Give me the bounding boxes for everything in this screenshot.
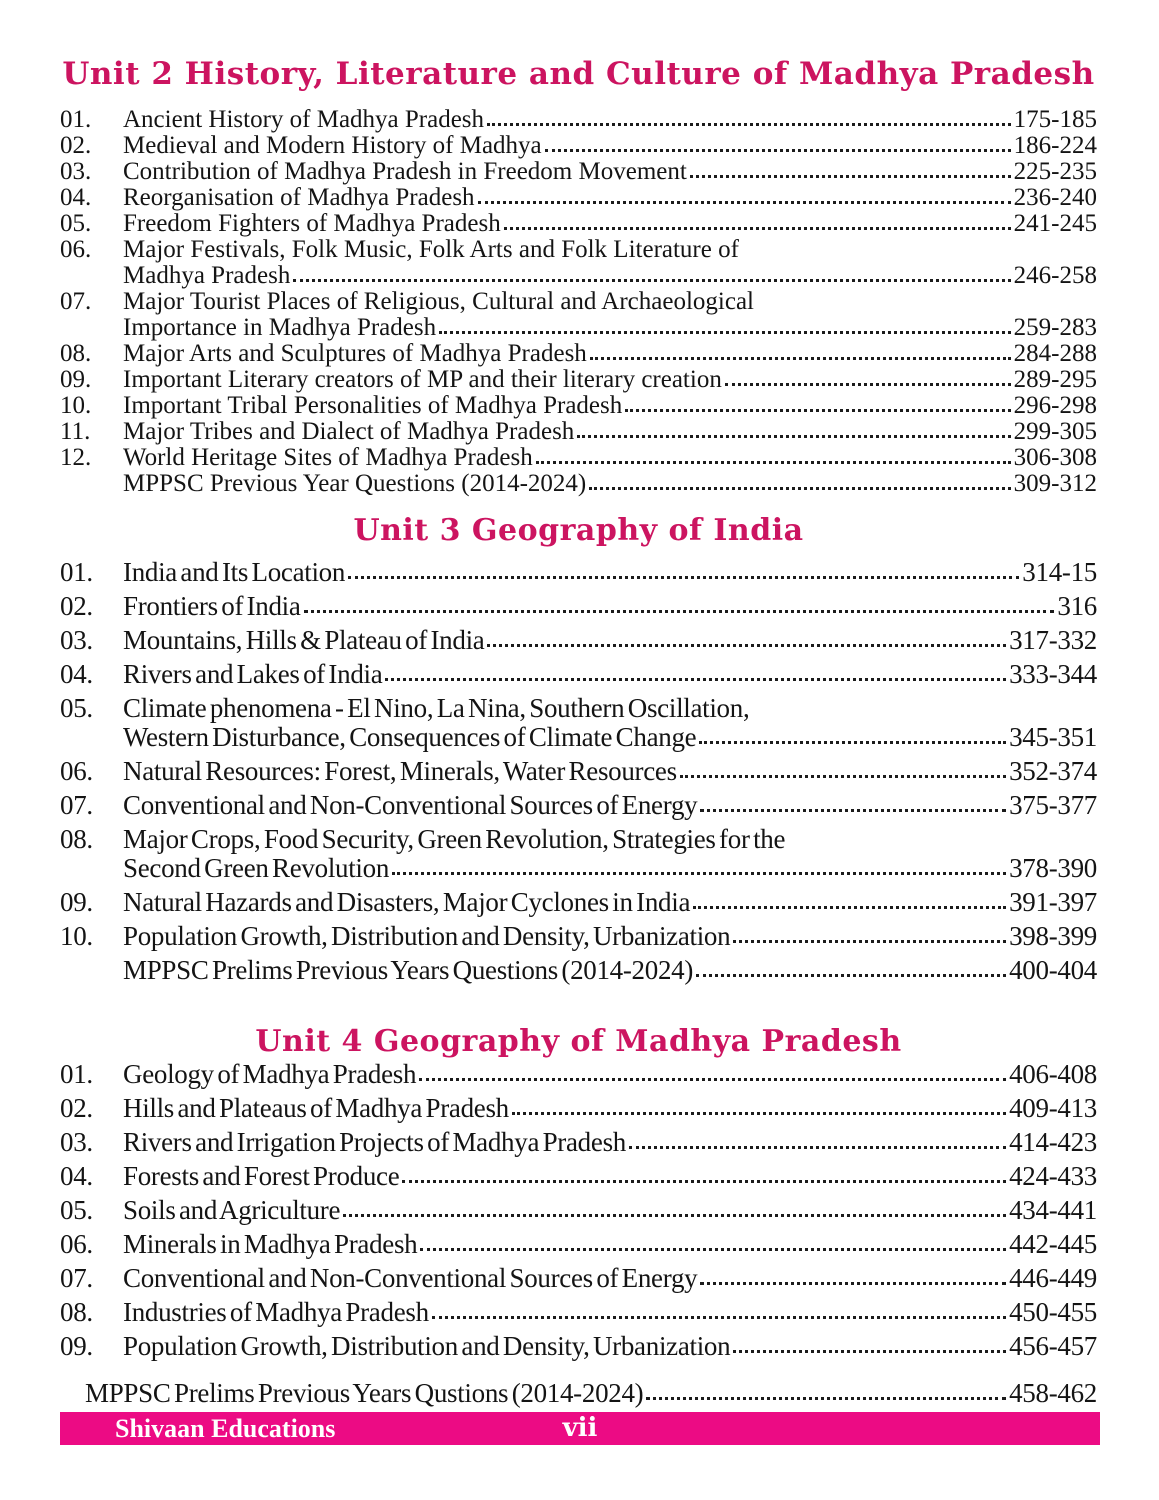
item-title: Mountains, Hills & Plateau of India <box>123 625 485 655</box>
item-number: 07. <box>60 1263 93 1293</box>
dot-leader <box>304 610 1055 613</box>
item-title: India and Its Location <box>123 557 346 587</box>
item-pages: 314-15 <box>1022 557 1097 587</box>
item-pages: 378-390 <box>1009 853 1097 883</box>
item-title: Major Crops, Food Security, Green Revolution, Strategies for the <box>123 824 786 854</box>
dot-leader <box>512 1112 1006 1115</box>
item-pages: 246-258 <box>1013 262 1097 289</box>
dot-leader <box>693 906 1006 909</box>
item-title: MPPSC Prelims Previous Years Qustions (2014-2024) <box>85 1378 644 1408</box>
item-pages: 309-312 <box>1013 470 1097 497</box>
toc-row <box>60 1265 1097 1292</box>
item-number: 01. <box>60 557 93 587</box>
dot-leader <box>690 175 1011 178</box>
item-pages: 391-397 <box>1009 887 1097 917</box>
item-title: Major Festivals, Folk Music, Folk Arts and Folk Literature of <box>123 236 739 263</box>
section-items <box>60 1061 1097 1407</box>
toc-row <box>60 661 1097 688</box>
toc-row <box>60 263 1097 289</box>
item-title: Freedom Fighters of Madhya Pradesh <box>123 210 501 237</box>
item-pages: 434-441 <box>1009 1195 1097 1225</box>
toc-row <box>60 133 1097 159</box>
toc-row <box>60 826 1097 853</box>
toc-row <box>60 107 1097 133</box>
item-title: Population Growth, Distribution and Density, Urbanization <box>123 1331 731 1361</box>
toc-row <box>60 211 1097 237</box>
item-number: 09. <box>60 887 93 917</box>
toc-row <box>60 393 1097 419</box>
item-title: Industries of Madhya Pradesh <box>123 1297 429 1327</box>
item-title: Minerals in Madhya Pradesh <box>123 1229 418 1259</box>
toc-section <box>60 0 1097 497</box>
dot-leader <box>699 741 1006 744</box>
item-pages: 442-445 <box>1009 1229 1097 1259</box>
toc-row <box>60 237 1097 263</box>
toc-row <box>60 889 1097 916</box>
toc-row <box>60 1197 1097 1224</box>
item-pages: 289-295 <box>1013 366 1097 393</box>
page-number: vii <box>562 1413 598 1443</box>
item-number: 07. <box>60 288 92 315</box>
toc-row <box>60 159 1097 185</box>
publisher-name: Shivaan Educations <box>115 1414 336 1443</box>
item-pages: 316 <box>1057 591 1097 621</box>
item-pages: 375-377 <box>1009 790 1097 820</box>
toc-row <box>60 367 1097 393</box>
section-items <box>60 107 1097 497</box>
dot-leader <box>402 1180 1006 1183</box>
item-pages: 398-399 <box>1009 921 1097 951</box>
item-title: Important Tribal Personalities of Madhya Pradesh <box>123 392 623 419</box>
item-title: MPPSC Previous Year Questions (2014-2024) <box>123 470 587 497</box>
dot-leader <box>392 872 1006 875</box>
toc-row <box>60 593 1097 620</box>
item-title: Madhya Pradesh <box>123 262 291 289</box>
item-title: Major Tourist Places of Religious, Cultural and Archaeological <box>123 288 754 315</box>
item-title: Second Green Revolution <box>123 853 390 883</box>
item-number: 07. <box>60 790 93 820</box>
item-pages: 236-240 <box>1013 184 1097 211</box>
item-title: Conventional and Non-Conventional Sources of Energy <box>123 790 698 820</box>
item-title: Soils and Agriculture <box>123 1195 341 1225</box>
dot-leader <box>439 331 1011 334</box>
dot-leader <box>504 227 1011 230</box>
section-title: Unit 2 History, Literature and Culture of Madhya Pradesh <box>62 56 1095 92</box>
item-number: 08. <box>60 824 93 854</box>
item-pages: 352-374 <box>1009 756 1097 786</box>
item-pages: 284-288 <box>1013 340 1097 367</box>
item-number: 02. <box>60 591 93 621</box>
item-number: 10. <box>60 921 93 951</box>
item-title: Frontiers of India <box>123 591 301 621</box>
item-title: Western Disturbance, Consequences of Climate Change <box>123 722 697 752</box>
item-pages: 450-455 <box>1009 1297 1097 1327</box>
item-title: Rivers and Irrigation Projects of Madhya Pradesh <box>123 1127 626 1157</box>
item-title: Major Tribes and Dialect of Madhya Pradesh <box>123 418 575 445</box>
dot-leader <box>487 644 1006 647</box>
item-pages: 175-185 <box>1013 106 1097 133</box>
item-number: 09. <box>60 366 92 393</box>
dot-leader <box>419 1078 1006 1081</box>
item-number: 08. <box>60 1297 93 1327</box>
item-pages: 400-404 <box>1009 955 1097 985</box>
item-number: 05. <box>60 1195 93 1225</box>
dot-leader <box>725 383 1011 386</box>
toc-row <box>60 1061 1097 1088</box>
dot-leader <box>680 775 1006 778</box>
dot-leader <box>589 487 1010 490</box>
item-pages: 458-462 <box>1009 1378 1097 1408</box>
section-title: Unit 4 Geography of Madhya Pradesh <box>255 1024 902 1059</box>
dot-leader <box>536 461 1011 464</box>
item-number: 10. <box>60 392 92 419</box>
item-title: Geology of Madhya Pradesh <box>123 1059 417 1089</box>
toc-row <box>60 341 1097 367</box>
dot-leader <box>420 1248 1006 1251</box>
dot-leader <box>577 435 1010 438</box>
toc-row <box>60 758 1097 785</box>
item-pages: 296-298 <box>1013 392 1097 419</box>
toc-row <box>60 315 1097 341</box>
dot-leader <box>545 149 1011 152</box>
toc-row <box>60 1299 1097 1326</box>
dot-leader <box>696 974 1006 977</box>
toc-row <box>60 289 1097 315</box>
dot-leader <box>700 809 1006 812</box>
toc-row <box>60 185 1097 211</box>
dot-leader <box>385 678 1006 681</box>
item-title: Natural Hazards and Disasters, Major Cyclones in India <box>123 887 691 917</box>
toc-row <box>60 1095 1097 1122</box>
section-items <box>60 559 1097 984</box>
item-number: 03. <box>60 625 93 655</box>
item-pages: 456-457 <box>1009 1331 1097 1361</box>
dot-leader <box>432 1316 1006 1319</box>
item-pages: 299-305 <box>1013 418 1097 445</box>
item-title: Medieval and Modern History of Madhya <box>123 132 542 159</box>
toc-row <box>60 855 1097 882</box>
dot-leader <box>478 201 1011 204</box>
dot-leader <box>646 1397 1006 1400</box>
toc-row <box>60 471 1097 497</box>
item-number: 02. <box>60 132 92 159</box>
item-pages: 259-283 <box>1013 314 1097 341</box>
item-pages: 446-449 <box>1009 1263 1097 1293</box>
item-title: Conventional and Non-Conventional Sources of Energy <box>123 1263 698 1293</box>
item-title: Reorganisation of Madhya Pradesh <box>123 184 475 211</box>
toc-row <box>60 1231 1097 1258</box>
toc-row <box>60 1380 1097 1407</box>
dot-leader <box>629 1146 1006 1149</box>
item-number: 09. <box>60 1331 93 1361</box>
item-number: 01. <box>60 106 92 133</box>
item-title: Important Literary creators of MP and their literary creation <box>123 366 722 393</box>
item-title: Climate phenomena - El Nino, La Nina, Southern Oscillation, <box>123 693 750 723</box>
toc-row <box>60 627 1097 654</box>
item-number: 05. <box>60 693 93 723</box>
item-title: World Heritage Sites of Madhya Pradesh <box>123 444 533 471</box>
item-pages: 186-224 <box>1013 132 1097 159</box>
dot-leader <box>625 409 1010 412</box>
item-title: Contribution of Madhya Pradesh in Freedom Movement <box>123 158 687 185</box>
item-pages: 241-245 <box>1013 210 1097 237</box>
item-pages: 406-408 <box>1009 1059 1097 1089</box>
item-title: Forests and Forest Produce <box>123 1161 400 1191</box>
toc-row <box>60 419 1097 445</box>
item-number: 03. <box>60 1127 93 1157</box>
item-title: Ancient History of Madhya Pradesh <box>123 106 485 133</box>
item-number: 05. <box>60 210 92 237</box>
toc-row <box>60 923 1097 950</box>
dot-leader <box>733 1350 1006 1353</box>
toc-row <box>60 724 1097 751</box>
item-pages: 409-413 <box>1009 1093 1097 1123</box>
item-number: 06. <box>60 756 93 786</box>
toc-row <box>60 792 1097 819</box>
item-title: Population Growth, Distribution and Density, Urbanization <box>123 921 731 951</box>
toc-row <box>60 445 1097 471</box>
toc-section <box>60 984 1097 1407</box>
item-number: 01. <box>60 1059 93 1089</box>
item-title: Rivers and Lakes of India <box>123 659 383 689</box>
toc-row <box>60 957 1097 984</box>
dot-leader <box>343 1214 1006 1217</box>
item-title: Importance in Madhya Pradesh <box>123 314 437 341</box>
item-title: Hills and Plateaus of Madhya Pradesh <box>123 1093 509 1123</box>
item-number: 03. <box>60 158 92 185</box>
toc-row <box>60 1129 1097 1156</box>
item-pages: 225-235 <box>1013 158 1097 185</box>
footer-bar <box>60 1412 1100 1445</box>
item-number: 08. <box>60 340 92 367</box>
item-number: 12. <box>60 444 92 471</box>
dot-leader <box>348 576 1019 579</box>
item-title: Major Arts and Sculptures of Madhya Pradesh <box>123 340 587 367</box>
dot-leader <box>293 279 1010 282</box>
item-number: 04. <box>60 659 93 689</box>
item-number: 04. <box>60 1161 93 1191</box>
dot-leader <box>590 357 1011 360</box>
dot-leader <box>733 940 1006 943</box>
item-pages: 424-433 <box>1009 1161 1097 1191</box>
item-pages: 306-308 <box>1013 444 1097 471</box>
dot-leader <box>487 123 1011 126</box>
toc-row <box>60 695 1097 722</box>
item-title: Natural Resources: Forest, Minerals, Water Resources <box>123 756 677 786</box>
item-number: 11. <box>60 418 91 445</box>
item-number: 06. <box>60 236 92 263</box>
toc-row <box>60 559 1097 586</box>
section-title: Unit 3 Geography of India <box>353 513 804 548</box>
dot-leader <box>700 1282 1006 1285</box>
item-number: 02. <box>60 1093 93 1123</box>
item-pages: 414-423 <box>1009 1127 1097 1157</box>
item-pages: 345-351 <box>1009 722 1097 752</box>
item-pages: 333-344 <box>1009 659 1097 689</box>
toc-row <box>60 1333 1097 1360</box>
item-number: 04. <box>60 184 92 211</box>
toc-section <box>60 497 1097 984</box>
toc-row <box>60 1163 1097 1190</box>
item-pages: 317-332 <box>1009 625 1097 655</box>
item-number: 06. <box>60 1229 93 1259</box>
item-title: MPPSC Prelims Previous Years Questions (2014-2024) <box>123 955 694 985</box>
